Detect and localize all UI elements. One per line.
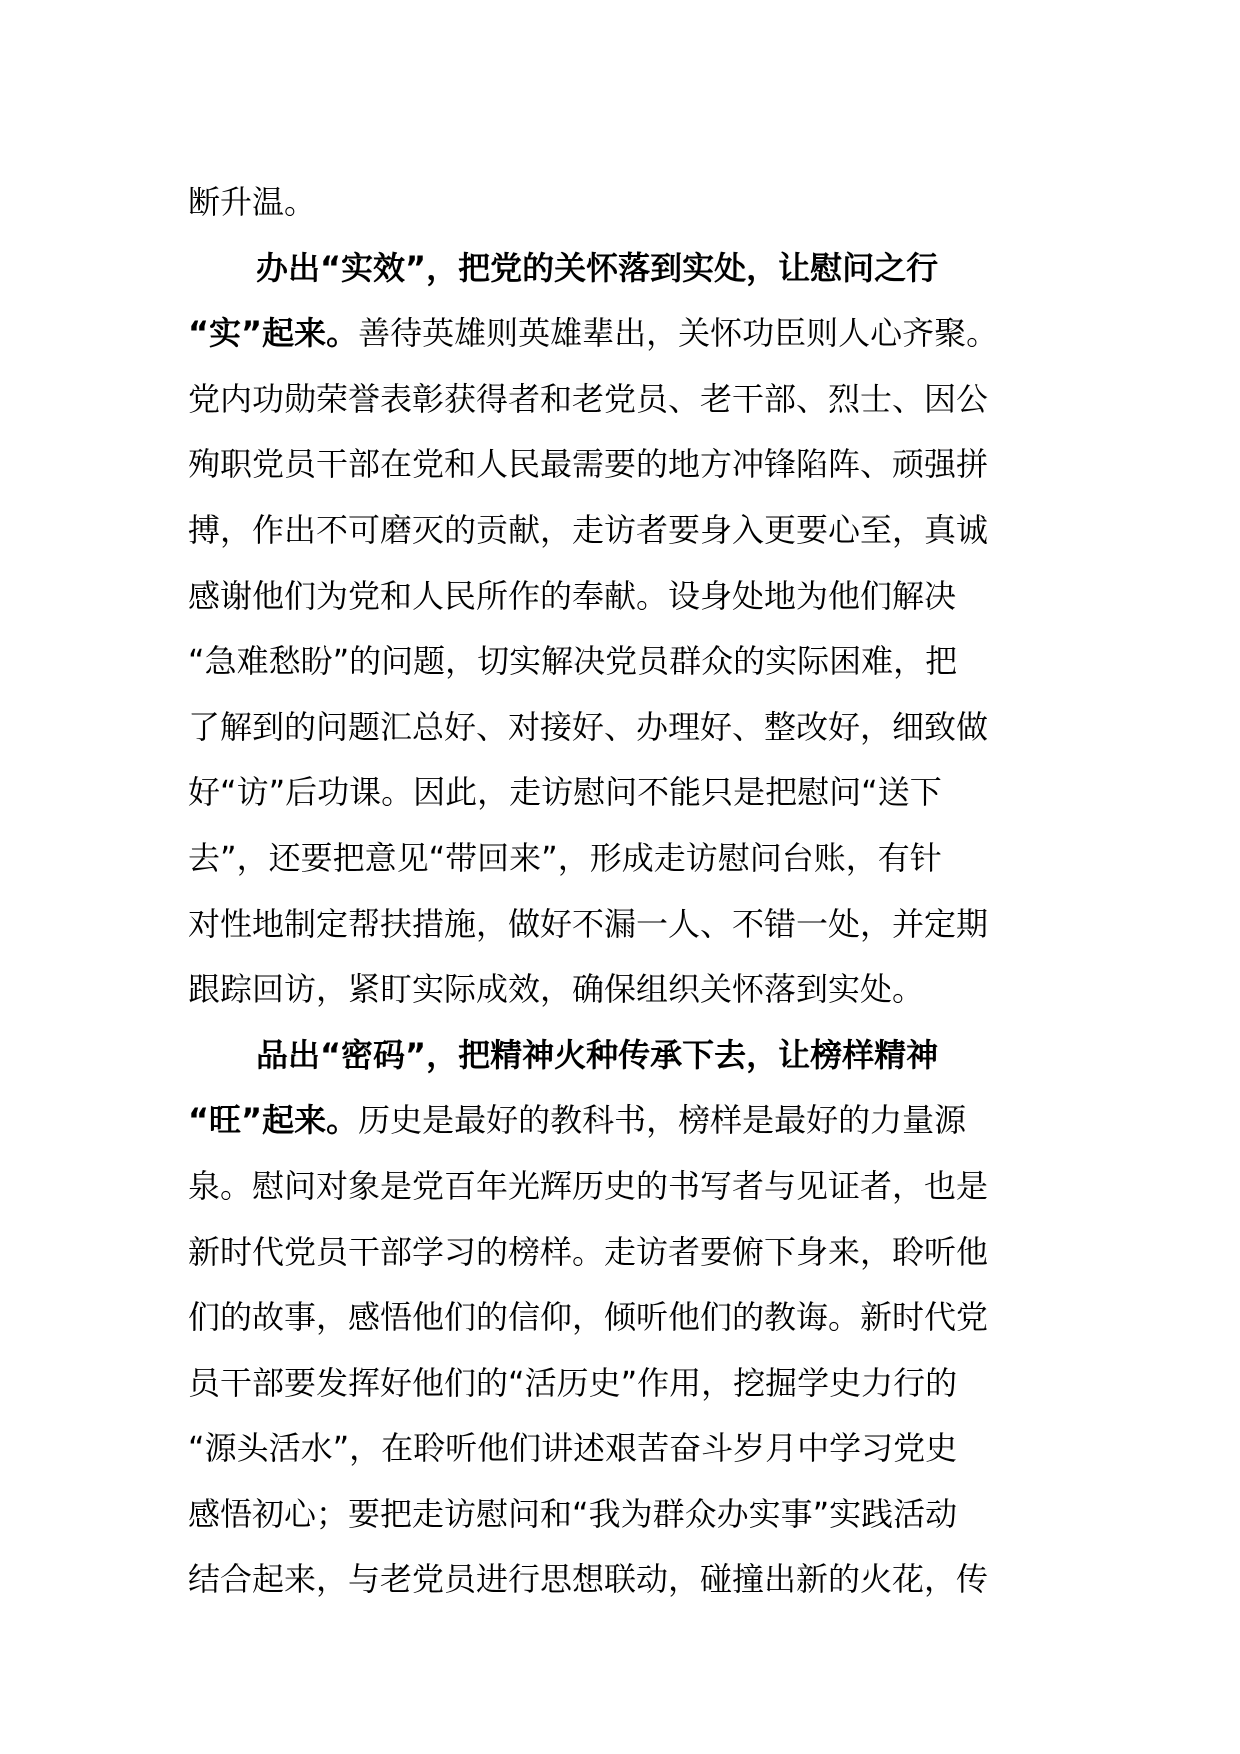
bold-heading-run: 办出“实效”，把党的关怀落到实处，让慰问之行 [256, 248, 939, 287]
text-line [188, 1416, 1068, 1482]
text-line [188, 629, 1068, 695]
text-line [188, 1023, 1068, 1089]
text-line [188, 695, 1068, 761]
text-run: 历史是最好的教科书，榜样是最好的力量源 [358, 1101, 967, 1140]
text-line [188, 1547, 1068, 1613]
text-line [188, 1154, 1068, 1220]
text-run: 好“访”后功课。因此，走访慰问不能只是把慰问“送下 [188, 773, 942, 812]
text-line [188, 236, 1068, 302]
text-line [188, 301, 1068, 367]
text-line [188, 170, 1068, 236]
text-line [188, 1088, 1068, 1154]
text-line [188, 432, 1068, 498]
body-text [188, 170, 1068, 1613]
text-run: 跟踪回访，紧盯实际成效，确保组织关怀落到实处。 [188, 970, 925, 1009]
text-run: 党内功勋荣誉表彰获得者和老党员、老干部、烈士、因公 [188, 379, 989, 418]
text-run: 善待英雄则英雄辈出，关怀功臣则人心齐聚。 [358, 314, 999, 353]
text-line [188, 892, 1068, 958]
text-run: 搏，作出不可磨灭的贡献，走访者要身入更要心至，真诚 [188, 510, 989, 549]
text-line [188, 498, 1068, 564]
text-run: 泉。慰问对象是党百年光辉历史的书写者与见证者，也是 [188, 1166, 989, 1205]
text-line [188, 1351, 1068, 1417]
text-line [188, 957, 1068, 1023]
text-line [188, 564, 1068, 630]
text-run: 新时代党员干部学习的榜样。走访者要俯下身来，聆听他 [188, 1232, 989, 1271]
text-run: 去”，还要把意见“带回来”，形成走访慰问台账，有针 [188, 838, 942, 877]
text-line [188, 760, 1068, 826]
text-run: “源头活水”，在聆听他们讲述艰苦奋斗岁月中学习党史 [188, 1429, 958, 1468]
text-line [188, 1482, 1068, 1548]
text-run: 员干部要发挥好他们的“活历史”作用，挖掘学史力行的 [188, 1363, 958, 1402]
bold-heading-run: “实”起来。 [188, 314, 359, 353]
bold-heading-run: “旺”起来。 [188, 1101, 359, 1140]
text-run: 们的故事，感悟他们的信仰，倾听他们的教诲。新时代党 [188, 1298, 989, 1337]
text-line [188, 367, 1068, 433]
text-run: 感悟初心；要把走访慰问和“我为群众办实事”实践活动 [188, 1494, 958, 1533]
bold-heading-run: 品出“密码”，把精神火种传承下去，让榜样精神 [256, 1035, 939, 1074]
text-run: “急难愁盼”的问题，切实解决党员群众的实际困难，把 [188, 642, 958, 681]
text-line [188, 826, 1068, 892]
text-run: 殉职党员干部在党和人民最需要的地方冲锋陷阵、顽强拼 [188, 445, 989, 484]
text-run: 感谢他们为党和人民所作的奉献。设身处地为他们解决 [188, 576, 957, 615]
text-run: 结合起来，与老党员进行思想联动，碰撞出新的火花，传 [188, 1560, 989, 1599]
text-run: 对性地制定帮扶措施，做好不漏一人、不错一处，并定期 [188, 904, 989, 943]
text-line [188, 1285, 1068, 1351]
text-line [188, 1220, 1068, 1286]
text-run: 断升温。 [188, 183, 317, 221]
text-run: 了解到的问题汇总好、对接好、办理好、整改好，细致做 [188, 707, 989, 746]
